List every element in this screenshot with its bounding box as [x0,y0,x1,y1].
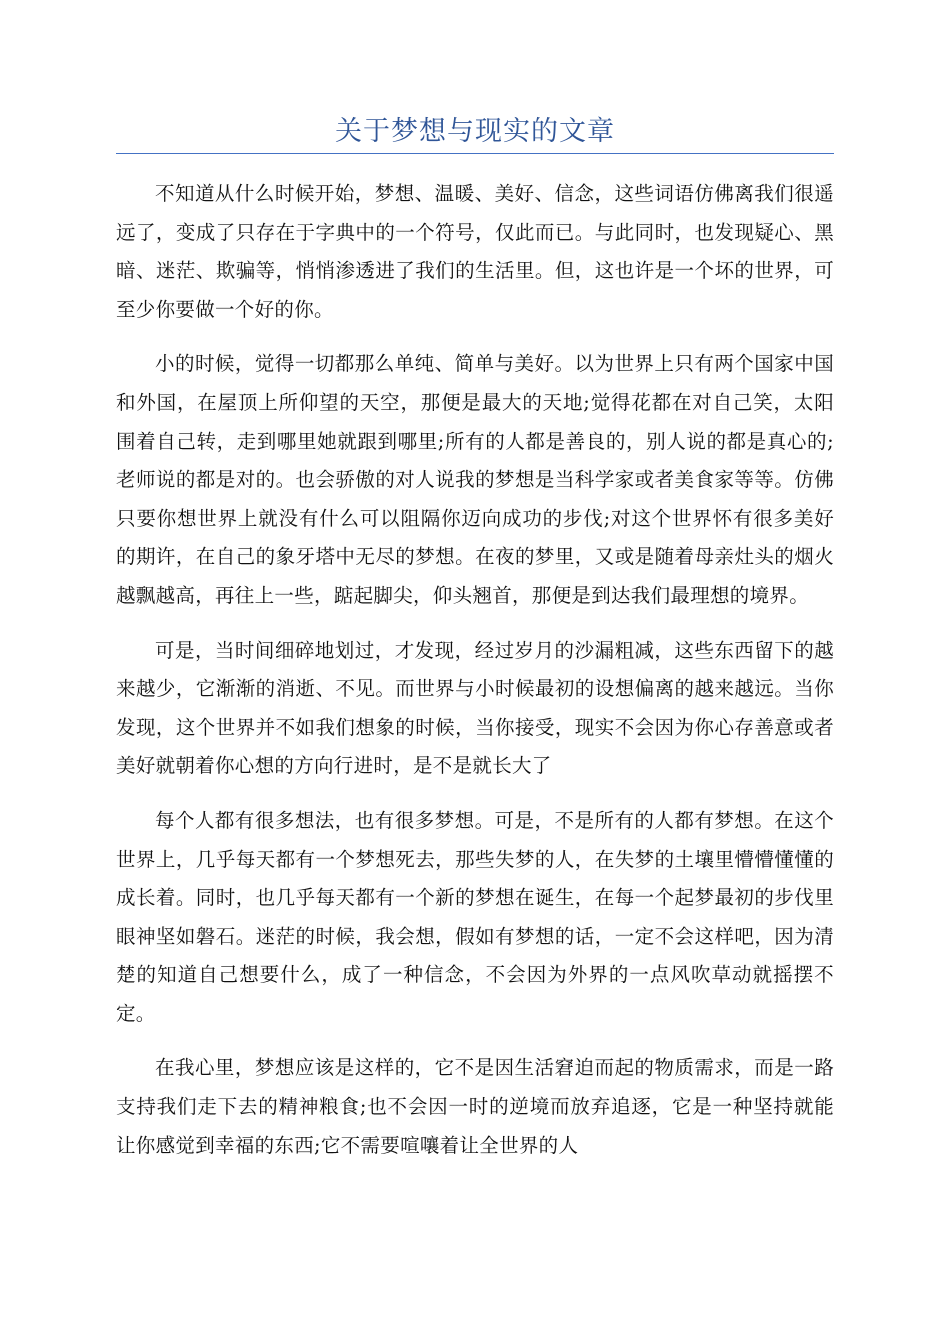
paragraph-4: 每个人都有很多想法，也有很多梦想。可是，不是所有的人都有梦想。在这个世界上，几乎每天都有一个梦想死去，那些失梦的人，在失梦的土壤里懵懵懂懂的成长着。同时，也几乎每天都有一个新的梦想在诞生，在每一个起梦最初的步伐里眼神坚如磐石。迷茫的时候，我会想，假如有梦想的话，一定不会这样吧，因为清楚的知道自己想要什么，成了一种信念，不会因为外界的一点风吹草动就摇摆不定。 [116,808,834,1025]
article-body [116,175,834,1181]
page-title: 关于梦想与现实的文章 [335,116,615,147]
title-underline [116,153,834,154]
paragraph-1: 不知道从什么时候开始，梦想、温暖、美好、信念，这些词语仿佛离我们很遥远了，变成了只存在于字典中的一个符号，仅此而已。与此同时，也发现疑心、黑暗、迷茫、欺骗等，悄悄渗透进了我们的生活里。但，这也许是一个坏的世界，可至少你要做一个好的你。 [116,182,834,321]
paragraph-3: 可是，当时间细碎地划过，才发现，经过岁月的沙漏粗减，这些东西留下的越来越少，它渐渐的消逝、不见。而世界与小时候最初的设想偏离的越来越远。当你发现，这个世界并不如我们想象的时候，当你接受，现实不会因为你心存善意或者美好就朝着你心想的方向行进时，是不是就长大了 [116,638,834,778]
paragraph-2: 小的时候，觉得一切都那么单纯、简单与美好。以为世界上只有两个国家中国和外国，在屋顶上所仰望的天空，那便是最大的天地;觉得花都在对自己笑，太阳围着自己转，走到哪里她就跟到哪里;所有的人都是善良的，别人说的都是真心的;老师说的都是对的。也会骄傲的对人说我的梦想是当科学家或者美食家等等。仿佛只要你想世界上就没有什么可以阻隔你迈向成功的步伐;对这个世界怀有很多美好的期许，在自己的象牙塔中无尽的梦想。在夜的梦里，又或是随着母亲灶头的烟火越飘越高，再往上一些，踮起脚尖，仰头翘首，那便是到达我们最理想的境界。 [116,352,834,607]
paragraph-5: 在我心里，梦想应该是这样的，它不是因生活窘迫而起的物质需求，而是一路支持我们走下去的精神粮食;也不会因一时的逆境而放弃追逐，它是一种坚持就能让你感觉到幸福的东西;它不需要喧嚷着让全世界的人 [116,1056,834,1157]
